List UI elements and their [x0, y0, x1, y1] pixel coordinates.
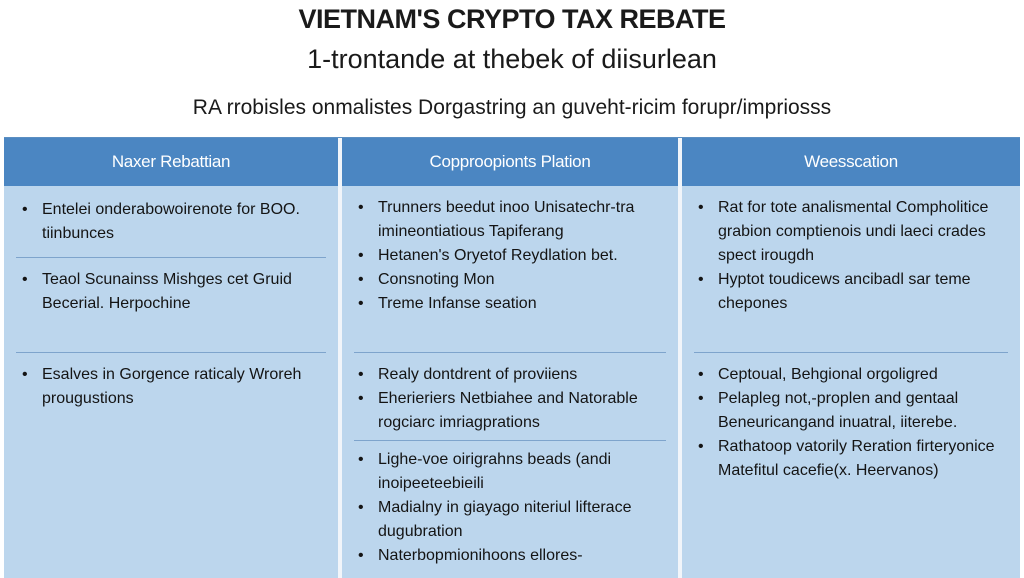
- cell: [356, 363, 668, 435]
- cell: [696, 363, 1012, 483]
- column-1-header: Naxer Rebattian: [4, 138, 338, 186]
- list-item: • Entelei onderabowoirenote for BOO. tiinbunces: [20, 198, 326, 246]
- list-item: • Eherieriers Netbiahee and Natorable rogciarc imriagprations: [356, 387, 668, 435]
- intro-text: RA rrobisles onmalistes Dorgastring an guveht-ricim forupr/impriosss: [192, 96, 832, 119]
- list-item: • Naterbopmionihoons ellores-: [356, 544, 668, 568]
- row-divider: [16, 352, 326, 353]
- list-item: • Rat for tote analismental Compholitice grabion comptienois undi laeci crades spect irougdh: [696, 196, 1012, 268]
- row-divider: [354, 352, 666, 353]
- list-item: • Hetanen's Oryetof Reydlation bet.: [356, 244, 668, 268]
- list-item: • Lighe-voe oirigrahns beads (andi inoipeeteebieili: [356, 448, 668, 496]
- list-item: • Teaol Scunainss Mishges cet Gruid Becerial. Herpochine: [20, 268, 326, 316]
- cell: [356, 196, 668, 316]
- row-divider: [354, 440, 666, 441]
- row-divider: [16, 257, 326, 258]
- list-item: • Trunners beedut inoo Unisatechr-tra imineontiatious Tapiferang: [356, 196, 668, 244]
- comparison-table: [4, 137, 1020, 578]
- list-item: • Ceptoual, Behgional orgoligred: [696, 363, 1012, 387]
- list-item: • Esalves in Gorgence raticaly Wroreh prougustions: [20, 363, 326, 411]
- list-item: • Madialny in giayago niteriul lifterace dugubration: [356, 496, 668, 544]
- cell: [356, 448, 668, 568]
- page-subtitle: 1-trontande at thebek of diisurlean: [307, 44, 717, 74]
- column-2-header: Copproopionts Plation: [342, 138, 678, 186]
- list-item: • Treme Infanse seation: [356, 292, 668, 316]
- cell: [20, 198, 326, 246]
- list-item: • Hyptot toudicews ancibadl sar teme chepones: [696, 268, 1012, 316]
- column-3-header: Weesscation: [682, 138, 1020, 186]
- cell: [20, 363, 326, 411]
- column-divider: [678, 138, 682, 578]
- cell: [20, 268, 326, 316]
- row-divider: [694, 352, 1008, 353]
- list-item: • Rathatoop vatorily Reration firteryonice Matefitul cacefie(x. Heervanos): [696, 435, 1012, 483]
- cell: [696, 196, 1012, 316]
- column-divider: [338, 138, 342, 578]
- list-item: • Realy dontdrent of proviiens: [356, 363, 668, 387]
- page-title: VIETNAM'S CRYPTO TAX REBATE: [298, 4, 726, 34]
- list-item: • Consnoting Mon: [356, 268, 668, 292]
- list-item: • Pelapleg not,-proplen and gentaal Beneuricangand inuatral, iiterebe.: [696, 387, 1012, 435]
